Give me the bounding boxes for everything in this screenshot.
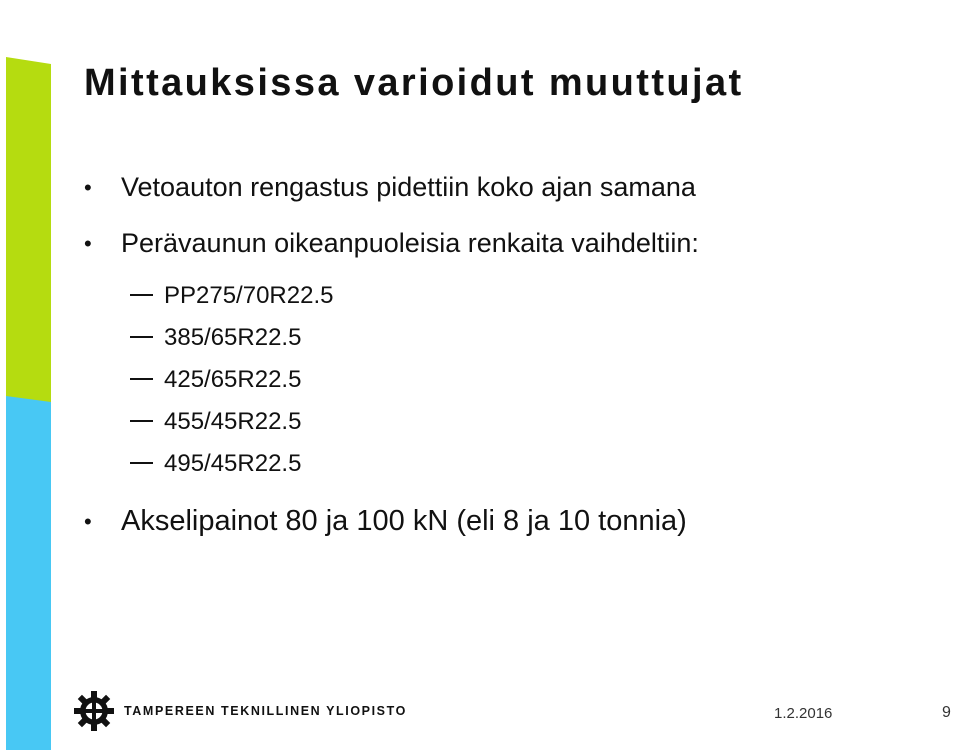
sub-list-item xyxy=(130,324,301,352)
dash-icon xyxy=(130,294,153,296)
dash-icon xyxy=(130,378,153,380)
bullet-item xyxy=(84,505,687,538)
university-logo xyxy=(72,689,407,733)
bullet-icon: • xyxy=(84,231,92,256)
sub-item-text: 385/65R22.5 xyxy=(164,324,302,351)
dash-icon xyxy=(130,420,153,422)
side-accent-bar-blue xyxy=(6,396,51,750)
bullet-item xyxy=(84,172,696,203)
sub-list-item xyxy=(130,408,301,436)
page-number: 9 xyxy=(942,704,951,721)
sub-list-item xyxy=(130,450,301,478)
dash-icon xyxy=(130,462,153,464)
bullet-text: Perävaunun oikeanpuoleisia renkaita vaihdeltiin: xyxy=(121,228,699,258)
slide-date: 1.2.2016 xyxy=(774,705,833,722)
bullet-item xyxy=(84,228,699,259)
sub-item-text: 425/65R22.5 xyxy=(164,366,302,393)
bullet-icon: • xyxy=(84,175,92,200)
side-accent-bar-green xyxy=(6,57,51,402)
sub-list-item xyxy=(130,282,333,310)
bullet-text: Vetoauton rengastus pidettiin koko ajan samana xyxy=(121,172,696,202)
gear-with-cross-icon xyxy=(72,689,116,733)
sub-item-text: 495/45R22.5 xyxy=(164,450,302,477)
sub-list-item xyxy=(130,366,301,394)
dash-icon xyxy=(130,336,153,338)
sub-item-text: PP275/70R22.5 xyxy=(164,282,334,309)
bullet-icon: • xyxy=(84,509,92,534)
slide-title: Mittauksissa varioidut muuttujat xyxy=(84,62,744,104)
bullet-text: Akselipainot 80 ja 100 kN (eli 8 ja 10 tonnia) xyxy=(121,505,687,537)
organization-name: TAMPEREEN TEKNILLINEN YLIOPISTO xyxy=(124,704,407,718)
sub-item-text: 455/45R22.5 xyxy=(164,408,302,435)
